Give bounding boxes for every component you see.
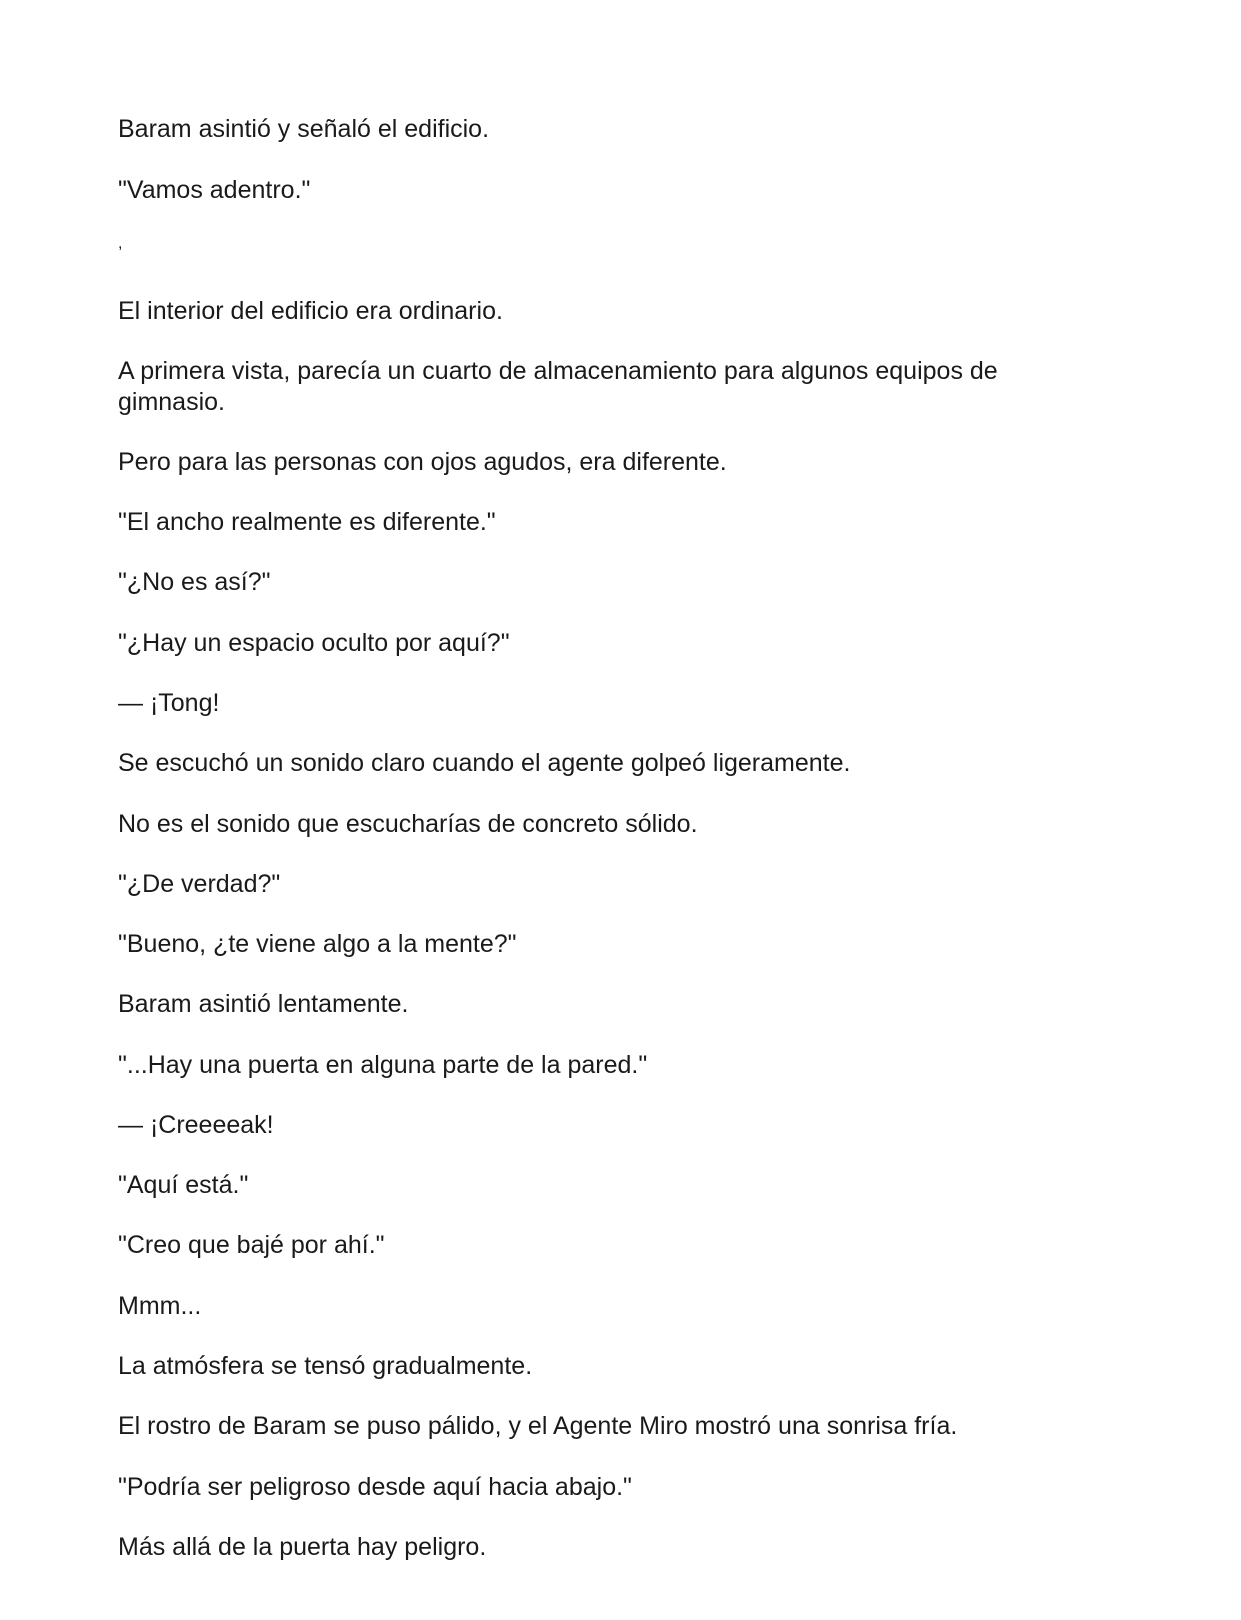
paragraph-17: "Aquí está." <box>118 1171 249 1199</box>
stray-comma-mark: , <box>118 235 123 252</box>
paragraph-20: La atmósfera se tensó gradualmente. <box>118 1352 533 1380</box>
paragraph-6: "El ancho realmente es diferente." <box>118 508 496 536</box>
paragraph-16: — ¡Creeeeak! <box>118 1111 274 1139</box>
paragraph-4: A primera vista, parecía un cuarto de almacenamiento para algunos equipos de gimnasio. <box>118 357 998 416</box>
paragraph-14: Baram asintió lentamente. <box>118 990 409 1018</box>
paragraph-7: "¿No es así?" <box>118 568 271 596</box>
paragraph-2: "Vamos adentro." <box>118 176 311 204</box>
paragraph-18: "Creo que bajé por ahí." <box>118 1231 385 1259</box>
paragraph-3: El interior del edificio era ordinario. <box>118 297 503 325</box>
paragraph-1: Baram asintió y señaló el edificio. <box>118 115 490 143</box>
paragraph-11: No es el sonido que escucharías de concreto sólido. <box>118 810 698 838</box>
paragraph-22: "Podría ser peligroso desde aquí hacia abajo." <box>118 1473 632 1501</box>
paragraph-19: Mmm... <box>118 1292 202 1320</box>
paragraph-5: Pero para las personas con ojos agudos, era diferente. <box>118 448 727 476</box>
paragraph-21: El rostro de Baram se puso pálido, y el Agente Miro mostró una sonrisa fría. <box>118 1412 958 1440</box>
paragraph-12: "¿De verdad?" <box>118 870 281 898</box>
paragraph-10: Se escuchó un sonido claro cuando el agente golpeó ligeramente. <box>118 749 851 777</box>
paragraph-9: — ¡Tong! <box>118 689 220 717</box>
paragraph-8: "¿Hay un espacio oculto por aquí?" <box>118 629 510 657</box>
paragraph-15: "...Hay una puerta en alguna parte de la pared." <box>118 1051 648 1079</box>
paragraph-23: Más allá de la puerta hay peligro. <box>118 1533 487 1561</box>
paragraph-13: "Bueno, ¿te viene algo a la mente?" <box>118 930 517 958</box>
